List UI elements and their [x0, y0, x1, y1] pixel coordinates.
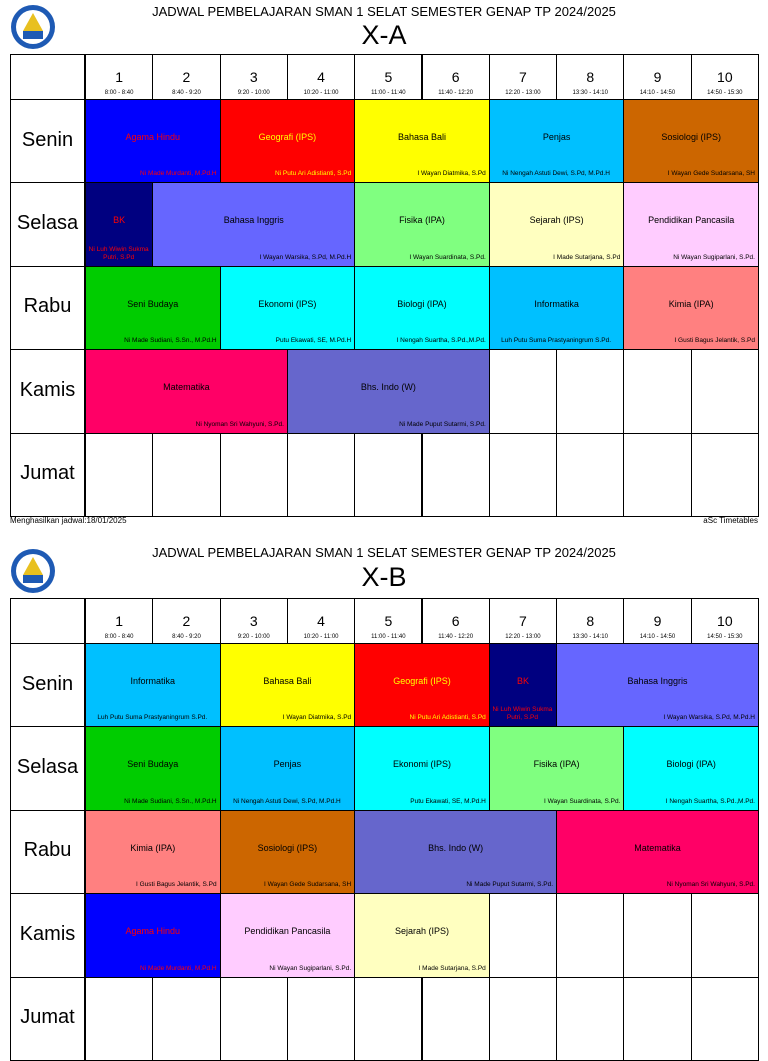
period-header: [623, 54, 691, 100]
period-header: [220, 54, 288, 100]
period-number: 6: [451, 69, 460, 85]
lesson-block: [152, 182, 355, 266]
lesson-teacher: Ni Made Sudiani, S.Sn., M.Pd.H: [124, 337, 217, 345]
lesson-block: [85, 349, 288, 433]
empty-slot: [220, 977, 288, 1061]
lesson-subject: Sosiologi (IPS): [661, 132, 721, 142]
lesson-block: [623, 266, 759, 350]
lesson-subject: Informatika: [534, 298, 579, 309]
period-number: 2: [182, 69, 191, 85]
day-label-cell: [10, 643, 85, 727]
period-header: [623, 598, 691, 644]
lesson-block: [489, 726, 625, 810]
lesson-teacher: Putu Ekawati, SE, M.Pd.H: [275, 337, 352, 345]
lesson-subject: Pendidikan Pancasila: [244, 926, 331, 937]
empty-slot: [287, 433, 355, 517]
period-header: [556, 598, 624, 644]
lesson-subject: Fisika (IPA): [533, 759, 580, 770]
lesson-block: [556, 810, 759, 894]
lesson-subject: Bahasa Inggris: [627, 676, 688, 686]
day-label: Rabu: [23, 295, 72, 318]
day-label: Selasa: [16, 212, 79, 235]
period-number: 5: [384, 69, 393, 85]
lesson-teacher: Ni Luh Wiwin Sukma Putri, S.Pd: [492, 706, 553, 722]
period-time: 11:00 - 11:40: [371, 90, 406, 96]
lesson-teacher: Ni Nyoman Sri Wahyuni, S.Pd.: [666, 881, 755, 889]
lesson-block: [489, 99, 625, 183]
empty-slot: [556, 433, 624, 517]
period-time: 14:10 - 14:50: [639, 634, 676, 640]
period-header: [152, 598, 220, 644]
lesson-teacher: I Wayan Suardinata, S.Pd.: [409, 253, 486, 261]
empty-slot: [556, 893, 624, 977]
empty-slot: [623, 349, 691, 433]
schedule-title: JADWAL PEMBELAJARAN SMAN 1 SELAT SEMESTER GENAP TP 2024/2025: [152, 4, 616, 19]
period-header: [220, 598, 288, 644]
period-time: 11:40 - 12:20: [438, 90, 474, 96]
lesson-teacher: Luh Putu Suma Prastyaningrum S.Pd.: [501, 337, 612, 345]
empty-slot: [287, 977, 355, 1061]
period-header: [691, 598, 759, 644]
lesson-block: [354, 893, 490, 977]
empty-slot: [623, 893, 691, 977]
empty-slot: [354, 977, 422, 1061]
period-time: 8:40 - 9:20: [172, 90, 201, 96]
schedule-x-b: [0, 544, 768, 1029]
lesson-teacher: I Wayan Warsika, S.Pd, M.Pd.H: [259, 253, 352, 261]
lesson-teacher: I Wayan Suardinata, S.Pd.: [544, 797, 621, 805]
lesson-subject: Geografi (IPS): [393, 676, 451, 686]
lesson-teacher: Luh Putu Suma Prastyaningrum S.Pd.: [97, 714, 208, 722]
period-number: 5: [384, 613, 393, 629]
period-header: [422, 54, 490, 100]
lesson-subject: Matematika: [634, 842, 681, 853]
day-label: Senin: [21, 672, 74, 695]
period-number: 1: [115, 69, 124, 85]
lesson-teacher: I Wayan Gede Sudarsana, SH: [667, 170, 755, 178]
period-number: 4: [317, 69, 325, 85]
day-label: Selasa: [16, 756, 79, 779]
lesson-subject: Kimia (IPA): [130, 842, 176, 853]
period-time: 11:00 - 11:40: [371, 634, 406, 640]
lesson-teacher: I Made Sutarjana, S.Pd: [553, 253, 621, 261]
day-label-cell: [10, 349, 85, 433]
empty-slot: [691, 433, 759, 517]
period-time: 11:40 - 12:20: [438, 634, 474, 640]
lesson-teacher: I Nengah Suartha, S.Pd.,M.Pd.: [665, 797, 755, 805]
lesson-teacher: Ni Made Murdanti, M.Pd.H: [140, 170, 217, 178]
lesson-subject: Pendidikan Pancasila: [648, 215, 735, 226]
lesson-teacher: Ni Made Puput Sutarmi, S.Pd.: [466, 881, 554, 889]
period-header: [287, 598, 355, 644]
lesson-block: [220, 643, 356, 727]
software-credit: aSc Timetables: [703, 516, 758, 525]
period-time: 10:20 - 11:00: [303, 634, 339, 640]
lesson-subject: Biologi (IPA): [397, 298, 447, 309]
lesson-block: [220, 810, 356, 894]
empty-slot: [422, 977, 490, 1061]
empty-slot: [691, 349, 759, 433]
period-header: [354, 54, 422, 100]
lesson-subject: Informatika: [130, 676, 176, 686]
lesson-teacher: I Made Sutarjana, S.Pd: [418, 964, 486, 972]
lesson-teacher: Ni Nyoman Sri Wahyuni, S.Pd.: [195, 420, 284, 428]
lesson-teacher: Ni Nengah Astuti Dewi, S.Pd, M.Pd.H: [502, 170, 610, 178]
day-label: Jumat: [20, 462, 75, 485]
lesson-subject: Bhs. Indo (W): [428, 842, 484, 853]
day-label-cell: [10, 810, 85, 894]
lesson-subject: Ekonomi (IPS): [392, 759, 451, 770]
lesson-teacher: Ni Wayan Sugiparlani, S.Pd.: [673, 253, 755, 261]
period-number: 9: [653, 69, 662, 85]
period-number: 1: [115, 613, 124, 629]
day-label: Jumat: [20, 1006, 75, 1029]
empty-slot: [489, 893, 557, 977]
lesson-block: [354, 726, 490, 810]
timetable-grid: [10, 54, 758, 517]
day-label-cell: [10, 433, 85, 517]
period-time: 10:20 - 11:00: [303, 90, 339, 96]
lesson-teacher: Ni Wayan Sugiparlani, S.Pd.: [269, 964, 352, 972]
period-number: 3: [249, 69, 258, 85]
lesson-block: [220, 266, 356, 350]
empty-slot: [691, 977, 759, 1061]
lesson-subject: BK: [113, 215, 126, 226]
day-label-cell: [10, 266, 85, 350]
lesson-block: [85, 643, 221, 727]
period-number: 6: [451, 613, 460, 629]
lesson-teacher: I Wayan Gede Sudarsana, SH: [263, 881, 352, 889]
period-header: [691, 54, 759, 100]
lesson-subject: Fisika (IPA): [399, 215, 445, 226]
corner-cell: [10, 598, 85, 644]
period-number: 7: [519, 69, 527, 85]
lesson-subject: Agama Hindu: [125, 132, 181, 142]
lesson-teacher: Ni Made Murdanti, M.Pd.H: [140, 964, 217, 972]
period-header: [422, 598, 490, 644]
period-header: [152, 54, 220, 100]
period-time: 9:20 - 10:00: [237, 634, 270, 640]
lesson-block: [220, 726, 356, 810]
period-time: 14:50 - 15:30: [707, 634, 743, 640]
lesson-subject: Penjas: [542, 132, 571, 142]
lesson-block: [287, 349, 490, 433]
lesson-block: [85, 266, 221, 350]
lesson-block: [220, 99, 356, 183]
lesson-teacher: Ni Made Puput Sutarmi, S.Pd.: [399, 420, 486, 428]
day-label: Kamis: [19, 922, 76, 945]
lesson-subject: Bahasa Bali: [397, 132, 446, 142]
period-time: 8:00 - 8:40: [104, 90, 134, 96]
empty-slot: [85, 977, 153, 1061]
lesson-subject: Kimia (IPA): [668, 298, 714, 309]
lesson-teacher: I Wayan Diatmika, S.Pd: [282, 714, 352, 722]
lesson-block: [623, 726, 759, 810]
lesson-block: [354, 810, 557, 894]
generated-date: Menghasilkan jadwal:18/01/2025: [10, 516, 127, 525]
empty-slot: [354, 433, 422, 517]
period-number: 9: [653, 613, 662, 629]
lesson-block: [354, 99, 490, 183]
lesson-teacher: Ni Nengah Astuti Dewi, S.Pd, M.Pd.H: [233, 797, 341, 805]
period-number: 8: [586, 69, 595, 85]
lesson-teacher: I Gusti Bagus Jelantik, S.Pd: [136, 881, 217, 889]
period-time: 14:50 - 15:30: [707, 90, 743, 96]
lesson-subject: Bahasa Inggris: [223, 215, 284, 226]
empty-slot: [489, 977, 557, 1061]
lesson-block: [220, 893, 356, 977]
lesson-block: [85, 99, 221, 183]
empty-slot: [489, 433, 557, 517]
lesson-block: [623, 182, 759, 266]
period-time: 8:40 - 9:20: [172, 634, 201, 640]
lesson-teacher: I Nengah Suartha, S.Pd.,M.Pd.: [396, 337, 486, 345]
empty-slot: [220, 433, 288, 517]
period-header: [489, 598, 557, 644]
lesson-teacher: Ni Putu Ari Adistianti, S.Pd: [409, 714, 486, 722]
lesson-block: [489, 182, 625, 266]
empty-slot: [623, 433, 691, 517]
period-time: 13:30 - 14:10: [572, 634, 608, 640]
empty-slot: [152, 433, 220, 517]
period-time: 14:10 - 14:50: [639, 90, 676, 96]
lesson-teacher: Ni Luh Wiwin Sukma Putri, S.Pd: [88, 245, 149, 261]
lesson-teacher: Ni Putu Ari Adistianti, S.Pd: [274, 170, 352, 178]
lesson-subject: Matematika: [163, 382, 210, 393]
lesson-subject: Bhs. Indo (W): [360, 382, 416, 393]
lesson-subject: Biologi (IPA): [666, 759, 716, 770]
lesson-subject: BK: [516, 676, 529, 686]
day-label-cell: [10, 977, 85, 1061]
lesson-subject: Geografi (IPS): [258, 132, 317, 142]
period-header: [85, 54, 153, 100]
lesson-subject: Agama Hindu: [125, 926, 181, 937]
day-label-cell: [10, 893, 85, 977]
period-header: [489, 54, 557, 100]
empty-slot: [623, 977, 691, 1061]
lesson-teacher: I Wayan Warsika, S.Pd, M.Pd.H: [663, 714, 755, 722]
empty-slot: [691, 893, 759, 977]
lesson-block: [354, 643, 490, 727]
lesson-block: [354, 182, 490, 266]
lesson-block: [85, 893, 221, 977]
lesson-subject: Seni Budaya: [127, 298, 179, 309]
lesson-subject: Sejarah (IPS): [529, 215, 584, 226]
empty-slot: [422, 433, 490, 517]
lesson-subject: Bahasa Bali: [263, 676, 312, 686]
period-header: [85, 598, 153, 644]
lesson-subject: Ekonomi (IPS): [258, 298, 317, 309]
lesson-block: [354, 266, 490, 350]
period-time: 12:20 - 13:00: [505, 90, 541, 96]
day-label: Kamis: [19, 378, 76, 401]
day-label-cell: [10, 726, 85, 810]
period-time: 13:30 - 14:10: [572, 90, 608, 96]
period-header: [354, 598, 422, 644]
period-number: 3: [249, 613, 258, 629]
class-name: X-A: [361, 20, 407, 50]
period-time: 8:00 - 8:40: [104, 634, 134, 640]
lesson-teacher: Putu Ekawati, SE, M.Pd.H: [410, 797, 486, 805]
empty-slot: [556, 977, 624, 1061]
period-number: 7: [519, 613, 527, 629]
lesson-teacher: Ni Made Sudiani, S.Sn., M.Pd.H: [124, 797, 217, 805]
period-number: 10: [717, 613, 733, 629]
period-number: 8: [586, 613, 595, 629]
lesson-subject: Seni Budaya: [127, 759, 179, 770]
lesson-subject: Penjas: [273, 759, 302, 770]
schedule-title: JADWAL PEMBELAJARAN SMAN 1 SELAT SEMESTER GENAP TP 2024/2025: [152, 545, 616, 560]
day-label: Senin: [21, 128, 74, 151]
lesson-subject: Sosiologi (IPS): [257, 842, 318, 853]
period-number: 10: [717, 69, 733, 85]
lesson-block: [556, 643, 759, 727]
empty-slot: [85, 433, 153, 517]
period-number: 4: [317, 613, 325, 629]
period-time: 12:20 - 13:00: [505, 634, 541, 640]
lesson-block: [85, 810, 221, 894]
lesson-block: [489, 643, 557, 727]
day-label: Rabu: [23, 839, 72, 862]
period-number: 2: [182, 613, 191, 629]
period-header: [287, 54, 355, 100]
corner-cell: [10, 54, 85, 100]
class-name: X-B: [361, 562, 407, 592]
period-time: 9:20 - 10:00: [237, 90, 270, 96]
lesson-block: [623, 99, 759, 183]
lesson-block: [85, 726, 221, 810]
day-label-cell: [10, 99, 85, 183]
timetable-grid: [10, 598, 758, 1029]
period-header: [556, 54, 624, 100]
lesson-teacher: I Gusti Bagus Jelantik, S.Pd: [674, 337, 755, 345]
lesson-block: [489, 266, 625, 350]
lesson-teacher: I Wayan Diatmika, S.Pd: [417, 170, 486, 178]
empty-slot: [556, 349, 624, 433]
empty-slot: [489, 349, 557, 433]
schedule-x-a: [0, 0, 768, 530]
lesson-block: [85, 182, 153, 266]
empty-slot: [152, 977, 220, 1061]
day-label-cell: [10, 182, 85, 266]
lesson-subject: Sejarah (IPS): [394, 926, 449, 937]
